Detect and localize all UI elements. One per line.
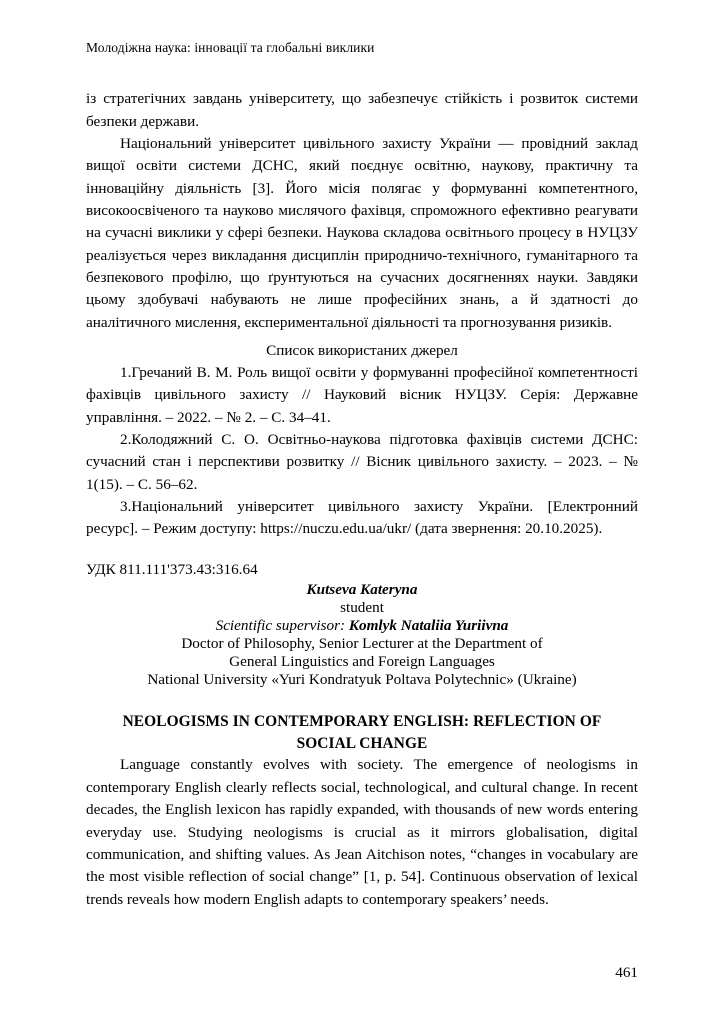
supervisor-prefix: Scientific supervisor: <box>215 616 346 634</box>
author-role: student <box>340 598 384 616</box>
abstract-paragraph: Language constantly evolves with society. The emergence of neologisms in contemporary English clearly reflects social, technological, and cultural change. In recent decades, the English lexicon has rapidly expanded, with thousands of new words entering everyday use. Studying neologisms is crucial as it mirrors globalisation, digital communication, and shifting values. As Jean Aitchison notes, “changes in vocabulary are the most visible reflection of social change” [1, p. 54]. Continuous observation of lexical trends reveals how modern English adapts to contemporary speakers’ needs. <box>86 756 638 908</box>
references-heading: Список використаних джерел <box>266 341 458 359</box>
supervisor-name: Komlyk Nataliia Yuriivna <box>348 616 509 634</box>
article-title <box>86 711 638 755</box>
supervisor-line <box>86 617 638 635</box>
page-number: 461 <box>615 964 638 981</box>
reference-item: 3.Національний університет цивільного захисту України. [Електронний ресурс]. – Режим доступу: https://nuczu.edu.ua/ukr/ (дата звернення: 20.10.2025). <box>86 498 638 538</box>
author-name: Kutseva Kateryna <box>306 580 418 598</box>
paragraph-university-description: Національний університет цивільного захисту України — провідний заклад вищої освіти системи ДСНС, який поєднує освітню, наукову, практичну та інноваційну діяльність [3]. Його місія полягає у формуванні компетентного, високоосвіченого та науково мислячого фахівця, спроможного ефективно реагувати на сучасні виклики у сфері безпеки. Наукова складова освітнього процесу в НУЦЗУ реалізується через викладання дисциплін природничо-технічного, гуманітарного та безпекового профілю, що ґрунтуються на сучасних досягненнях науки. Завдяки цьому здобувачі набувають не лише професійних знань, а й здатності до аналітичного мислення, експериментальної діяльності та прогнозування ризиків. <box>86 134 638 331</box>
running-header: Молодіжна наука: інновації та глобальні виклики <box>86 40 375 55</box>
udk-code: УДК 811.111'373.43:316.64 <box>86 560 258 578</box>
article-title-line-2: SOCIAL CHANGE <box>296 734 428 752</box>
reference-item: 1.Гречаний В. М. Роль вищої освіти у формуванні професійної компетентності фахівців цивільного захисту // Науковий вісник НУЦЗУ. Серія: Державне управління. – 2022. – № 2. – С. 34–41. <box>86 363 638 426</box>
affiliation-line-1: Doctor of Philosophy, Senior Lecturer at the Department of <box>181 634 543 652</box>
paragraph-continuation: із стратегічних завдань університету, що забезпечує стійкість і розвиток системи безпеки держави. <box>86 90 638 130</box>
affiliation-line-3: National University «Yuri Kondratyuk Poltava Polytechnic» (Ukraine) <box>147 670 577 688</box>
reference-item: 2.Колодяжний С. О. Освітньо-наукова підготовка фахівців системи ДСНС: сучасний стан і перспективи розвитку // Вісник цивільного захисту. – 2023. – № 1(15). – С. 56–62. <box>86 431 638 493</box>
affiliation-line-2: General Linguistics and Foreign Languages <box>229 652 495 670</box>
article-title-line-1: NEOLOGISMS IN CONTEMPORARY ENGLISH: REFLECTION OF <box>122 712 602 730</box>
